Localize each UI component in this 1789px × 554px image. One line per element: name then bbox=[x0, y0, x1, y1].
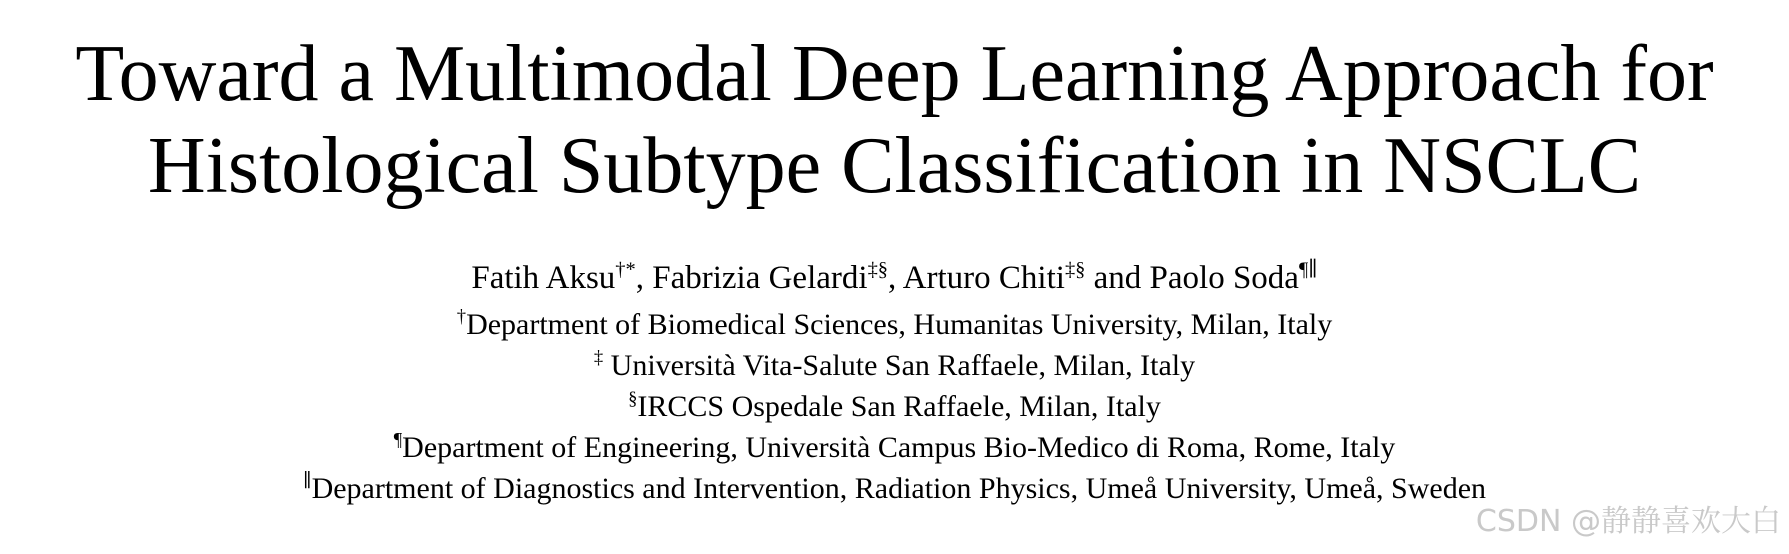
author-name: Fatih Aksu bbox=[471, 260, 616, 296]
author-list bbox=[0, 258, 1789, 298]
paper-title-line-2: Histological Subtype Classification in NSCLC bbox=[147, 122, 1642, 210]
affiliation-text: Department of Engineering, Università Campus Bio-Medico di Roma, Rome, Italy bbox=[402, 431, 1396, 464]
affiliation-line bbox=[0, 428, 1789, 468]
author-affiliation-marks: ‡§ bbox=[1064, 258, 1086, 281]
affiliation-text: IRCCS Ospedale San Raffaele, Milan, Italy bbox=[637, 390, 1161, 423]
affiliation-line bbox=[0, 387, 1789, 427]
affiliation-text: Department of Diagnostics and Intervention, Radiation Physics, Umeå University, Umeå, Sweden bbox=[311, 472, 1487, 505]
author-separator: , bbox=[635, 260, 653, 296]
author-separator: and bbox=[1085, 260, 1150, 296]
affiliation-mark: ¶ bbox=[393, 429, 403, 451]
author-separator: , bbox=[888, 260, 903, 296]
affiliation-mark: § bbox=[628, 388, 638, 410]
affiliation-line bbox=[0, 305, 1789, 345]
affiliation-text: Università Vita-Salute San Raffaele, Milan, Italy bbox=[603, 349, 1196, 382]
affiliation-text: Department of Biomedical Sciences, Humanitas University, Milan, Italy bbox=[466, 308, 1333, 341]
watermark: CSDN @静静喜欢大白 bbox=[1475, 504, 1781, 539]
paper-title-line-1: Toward a Multimodal Deep Learning Approach for bbox=[75, 30, 1714, 118]
affiliation-mark: ‡ bbox=[593, 347, 604, 369]
author-name: Paolo Soda bbox=[1149, 260, 1299, 296]
affiliation-mark: ∥ bbox=[302, 470, 312, 492]
author-name: Arturo Chiti bbox=[902, 260, 1065, 296]
author-affiliation-marks: ¶∥ bbox=[1298, 258, 1318, 281]
author-affiliation-marks: ‡§ bbox=[867, 258, 888, 281]
author-name: Fabrizia Gelardi bbox=[652, 260, 868, 296]
affiliation-mark: † bbox=[456, 306, 467, 328]
author-affiliation-marks: †* bbox=[615, 258, 636, 281]
affiliation-line bbox=[0, 346, 1789, 386]
